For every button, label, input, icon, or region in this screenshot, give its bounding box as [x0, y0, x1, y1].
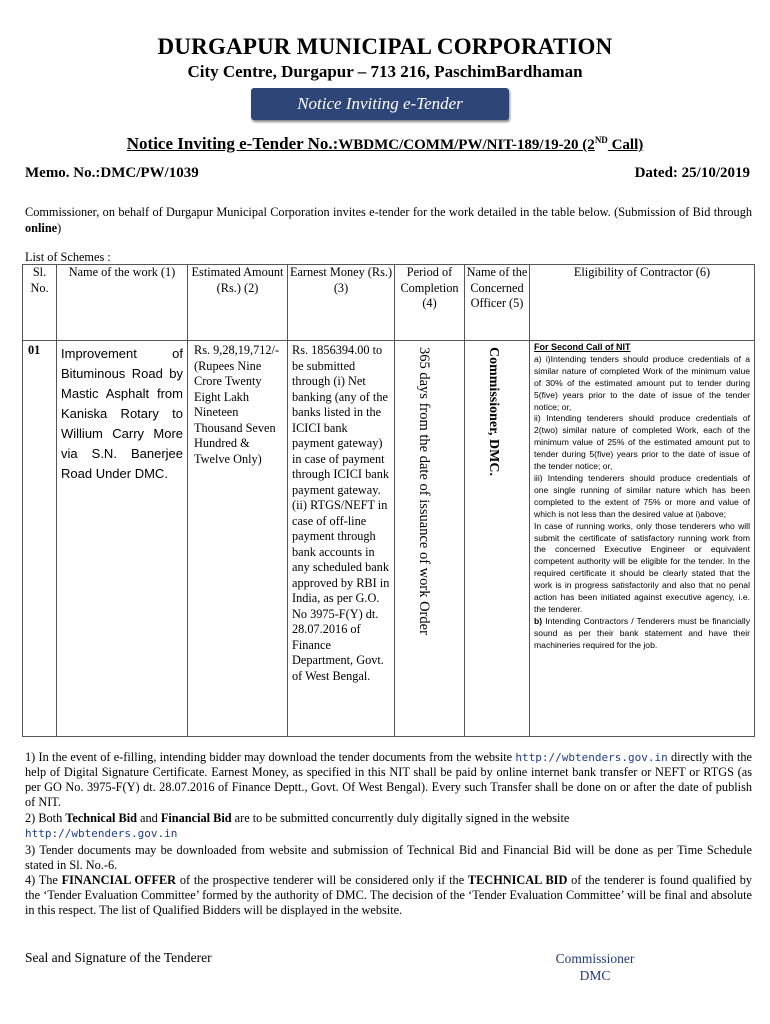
- commissioner-title: Commissioner: [555, 951, 635, 966]
- note-2-e: are to be submitted concurrently duly digitally signed in the website: [231, 811, 570, 825]
- intro-end: ): [57, 221, 62, 235]
- row-eligibility: [530, 341, 755, 737]
- header-amount: Estimated Amount (Rs.) (2): [188, 265, 288, 341]
- schemes-table: [22, 264, 755, 737]
- table-header-row: [23, 265, 755, 341]
- note-4-financial-offer: FINANCIAL OFFER: [61, 873, 177, 887]
- row-sl: 01: [23, 341, 57, 737]
- row-work: Improvement of Bituminous Road by Mastic Asphalt from Kaniska Rotary to Willium Carry More via S.N. Banerjee Road Under DMC.: [57, 341, 188, 737]
- memo-date: Dated: 25/10/2019: [634, 165, 750, 181]
- nit-title: [0, 134, 770, 154]
- row-period: 365 days from the date of issuance of work Order: [416, 347, 432, 635]
- header-work: Name of the work (1): [57, 265, 188, 341]
- list-label: List of Schemes :: [25, 250, 111, 264]
- note-4-a: 4) The: [25, 873, 62, 887]
- row-officer-cell: [465, 341, 530, 737]
- nit-suffix: Call): [607, 137, 644, 153]
- eligibility-e-label: b): [534, 615, 543, 626]
- note-2-technical: Technical Bid: [65, 811, 137, 825]
- eligibility-e: [534, 616, 750, 652]
- eligibility-d: In case of running works, only those tenderers who will submit the certificate of satisfactory running work from the concerned Executive Engineer or equivalent competent authority will be eligible for the tender. In the required certificate it should be clearly stated that the work is in progress satisfactorily and also that no penal action has been initiated against executive agency, i.e. the tenderer.: [534, 520, 750, 614]
- eligibility-e-text: Intending Contractors / Tenderers must be financially sound as per their bank statement and have their machineries required for the job.: [534, 615, 751, 650]
- row-period-cell: [395, 341, 465, 737]
- table-row: [23, 341, 755, 737]
- org-name: DURGAPUR MUNICIPAL CORPORATION: [157, 34, 613, 59]
- note-3: 3) Tender documents may be downloaded from website and submission of Technical Bid and Financial Bid will be done as per Time Schedule stated in Sl. No.-6.: [25, 843, 752, 872]
- note-4-e: of the tenderer is found qualified by the ‘Tender Evaluation Committee’ formed by the authority of DMC. The decision of the ‘Tender Evaluation Committee’ will be final and absolute in this respect. The list of Qualified Bidders will be displayed in the website.: [25, 873, 752, 917]
- note-1-start: 1) In the event of e-filling, intending bidder may download the tender documents from the website: [25, 750, 516, 764]
- eligibility-heading: For Second Call of NIT: [534, 342, 631, 352]
- note-2-link[interactable]: http://wbtenders.gov.in: [25, 827, 178, 840]
- note-2-financial: Financial Bid: [160, 811, 232, 825]
- note-4: [25, 873, 752, 918]
- note-4-technical-bid: TECHNICAL BID: [467, 873, 568, 887]
- eligibility-c: iii) Intending tenderers should produce credentials of one single running of similar nature which has been completed to the extent of 75% or more and value of which is not less than the desired value at i)above;: [534, 472, 750, 519]
- intro-bold: online: [25, 221, 58, 235]
- eligibility-a: a) i)Intending tenders should produce credentials of a similar nature of completed Work of the minimum value of 30% of the estimated amount put to tender during 5(five) years prior to the date of issue of the tender notice; or,: [534, 353, 750, 412]
- row-officer: Commissioner, DMC.: [486, 347, 501, 476]
- intro-text: Commissioner, on behalf of Durgapur Municipal Corporation invites e-tender for the work detailed in the table below. (Submission of Bid through: [25, 205, 752, 219]
- nit-label: Notice Inviting e-Tender No.:: [126, 134, 339, 153]
- commissioner-signature: [520, 950, 670, 984]
- note-4-c: of the prospective tenderer will be considered only if the: [176, 873, 468, 887]
- header-officer: Name of the Concerned Officer (5): [465, 265, 530, 341]
- memo-number: Memo. No.:DMC/PW/1039: [25, 165, 199, 181]
- header-sl: Sl. No.: [23, 265, 57, 341]
- nit-number: WBDMC/COMM/PW/NIT-189/19-20 (2: [338, 137, 595, 153]
- org-address: City Centre, Durgapur – 713 216, PaschimBardhaman: [187, 62, 583, 81]
- seal-signature: Seal and Signature of the Tenderer: [25, 950, 212, 965]
- eligibility-b: ii) Intending tenderers should produce credentials of 2(two) similar nature of completed Work, each of the minimum value of 25% of the estimated amount put to tender during 5(five) years prior to the date of issue of the tender notice; or,: [534, 413, 750, 472]
- note-2: [25, 811, 752, 841]
- header-period: Period of Completion (4): [395, 265, 465, 341]
- nit-superscript: ND: [594, 135, 608, 145]
- note-1-end: directly with the help of Digital Signature Certificate. Earnest Money, as specified in this NIT shall be paid by online internet bank transfer or NEFT or RTGS (as per GO No. 3975-F(Y) dt. 28.07.2016 of Finance Deptt., Govt. Of West Bengal). Every such Transfer shall be done on or after the date of publish of NIT.: [25, 750, 752, 809]
- note-2-c: and: [136, 811, 161, 825]
- note-2-a: 2) Both: [25, 811, 66, 825]
- header-earnest: Earnest Money (Rs.) (3): [288, 265, 395, 341]
- notice-banner: Notice Inviting e-Tender: [251, 88, 509, 120]
- commissioner-org: DMC: [579, 968, 611, 983]
- row-earnest: Rs. 1856394.00 to be submitted through (i) Net banking (any of the banks listed in the ICICI bank payment gateway) in case of payment through ICICI bank payment gateway. (ii) RTGS/NEFT in case of off-line payment through bank accounts in any scheduled bank approved by RBI in India, as per G.O. No 3975-F(Y) dt. 28.07.2016 of Finance Department, Govt. of West Bengal.: [288, 341, 395, 737]
- note-1-link[interactable]: http://wbtenders.gov.in: [515, 751, 668, 764]
- header-eligibility: Eligibility of Contractor (6): [530, 265, 755, 341]
- note-1: [25, 750, 752, 810]
- intro-paragraph: [25, 204, 752, 236]
- row-amount: Rs. 9,28,19,712/- (Rupees Nine Crore Twenty Eight Lakh Nineteen Thousand Seven Hundred & Twelve Only): [188, 341, 288, 737]
